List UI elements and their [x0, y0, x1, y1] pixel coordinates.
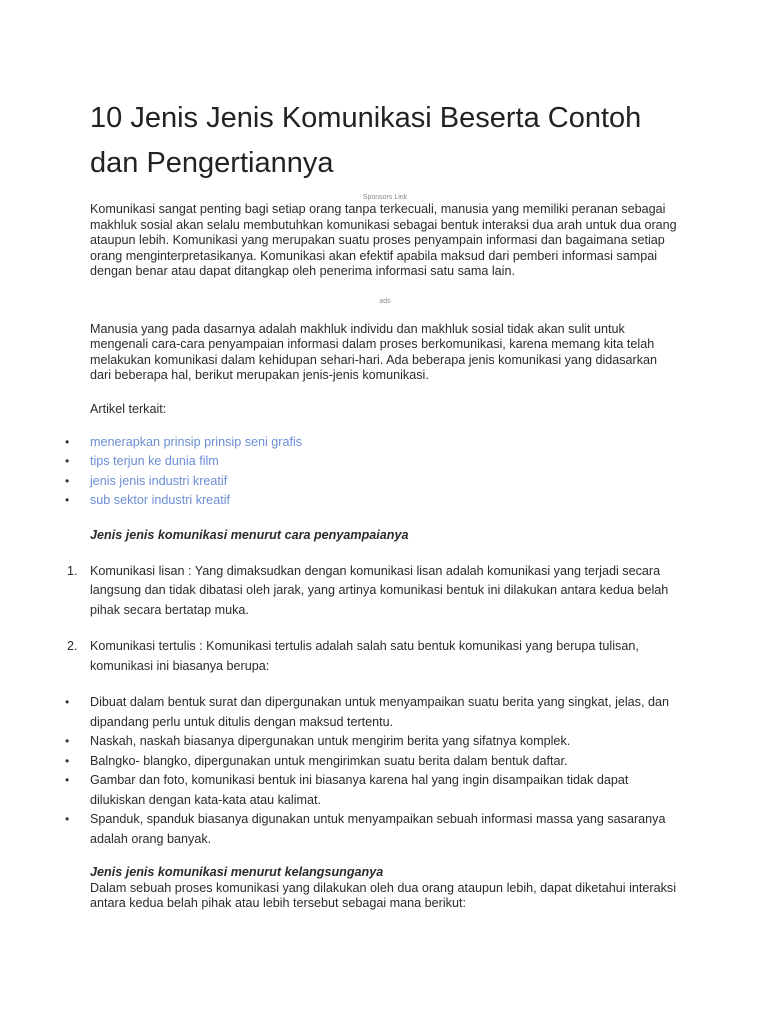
list-item — [67, 637, 680, 676]
bullet-icon: • — [65, 753, 70, 768]
numbered-list — [67, 562, 680, 677]
bullet-icon: • — [65, 435, 70, 449]
bullet-icon: • — [65, 454, 70, 469]
list-item-text: Spanduk, spanduk biasanya digunakan untuk menyampaikan sebuah informasi massa yang sasaranya adalah orang banyak. — [90, 812, 666, 846]
intro-paragraph: Komunikasi sangat penting bagi setiap orang tanpa terkecuali, manusia yang memiliki peranan sebagai makhluk sosial akan selalu membutuhkan komunikasi sebagai bentuk interaksi dua arah untuk dua orang ataupun lebih. Komunikasi yang merupakan suatu proses penyampain informasi dan bagaimana setiap orang menginterpretasikanya. Komunikasi akan efektif apabila maksud dari pemberi informasi sampai dengan benar atau dapat ditangkap oleh penerima informasi satu sama lain. — [90, 202, 677, 278]
page-title: 10 Jenis Jenis Komunikasi Beserta Contoh dan Pengertiannya — [90, 102, 642, 179]
sponsor-label: Sponsors Link — [362, 194, 408, 201]
written-forms-list — [65, 693, 680, 849]
list-item — [65, 752, 680, 772]
list-item-text: Gambar dan foto, komunikasi bentuk ini biasanya karena hal yang ingin disampaikan tidak dapat dilukiskan dengan kata-kata atau kalimat. — [90, 773, 629, 807]
related-link[interactable]: jenis jenis industri kreatif — [90, 473, 228, 488]
list-item-text: Naskah, naskah biasanya dipergunakan untuk mengirim berita yang sifatnya komplek. — [90, 734, 571, 749]
article — [65, 96, 680, 912]
list-item-text: Balngko- blangko, dipergunakan untuk mengirimkan suatu berita dalam bentuk daftar. — [90, 753, 568, 768]
list-item-text: Komunikasi tertulis : Komunikasi tertulis adalah salah satu bentuk komunikasi yang berupa tulisan, komunikasi ini biasanya berupa: — [90, 639, 639, 673]
list-item — [67, 562, 680, 621]
bullet-icon: • — [65, 473, 70, 488]
related-link[interactable]: tips terjun ke dunia film — [90, 454, 219, 469]
ads-label: ads — [379, 297, 391, 305]
bullet-icon: • — [65, 812, 70, 827]
related-label: Artikel terkait: — [90, 401, 167, 416]
list-item — [65, 732, 680, 752]
related-link-item[interactable] — [65, 472, 680, 491]
related-link[interactable]: sub sektor industri kreatif — [90, 492, 230, 507]
section-heading: Jenis jenis komunikasi menurut kelangsunganya — [90, 865, 384, 880]
list-item-text: Komunikasi lisan : Yang dimaksudkan dengan komunikasi lisan adalah komunikasi yang terjadi secara langsung dan tidak dibatasi oleh jarak, yang artinya komunikasi bentuk ini dilakukan antara kedua belah pihak secara bertatap muka. — [90, 563, 669, 617]
section2-paragraph: Dalam sebuah proses komunikasi yang dilakukan oleh dua orang ataupun lebih, dapat diketahui interaksi antara kedua belah pihak atau lebih tersebut sebagai mana berikut: — [90, 880, 676, 911]
related-links-list — [65, 433, 680, 510]
bullet-icon: • — [65, 773, 70, 788]
list-number: 1. — [67, 563, 78, 578]
list-item-text: Dibuat dalam bentuk surat dan dipergunakan untuk menyampaikan suatu berita yang singkat, jelas, dan dipandang perlu untuk ditulis dengan maksud tertentu. — [90, 695, 669, 729]
related-link[interactable]: menerapkan prinsip prinsip seni grafis — [90, 435, 303, 449]
bullet-icon: • — [65, 695, 70, 710]
bullet-icon: • — [65, 492, 70, 507]
list-item — [65, 693, 680, 732]
related-link-item[interactable] — [65, 452, 680, 471]
list-item — [65, 771, 680, 810]
second-paragraph: Manusia yang pada dasarnya adalah makhluk individu dan makhluk sosial tidak akan sulit untuk mengenali cara-cara penyampaian informasi dalam proses berkomunikasi, karena memang kita telah melakukan komunikasi dalam kehidupan sehari-hari. Ada beberapa jenis komunikasi yang didasarkan dari beberapa hal, berikut merupakan jenis-jenis komunikasi. — [90, 321, 658, 382]
related-link-item[interactable] — [65, 433, 680, 452]
list-number: 2. — [67, 639, 78, 654]
bullet-icon: • — [65, 734, 70, 749]
section-heading: Jenis jenis komunikasi menurut cara penyampaianya — [90, 528, 409, 543]
list-item — [65, 810, 680, 849]
related-link-item[interactable] — [65, 491, 680, 510]
